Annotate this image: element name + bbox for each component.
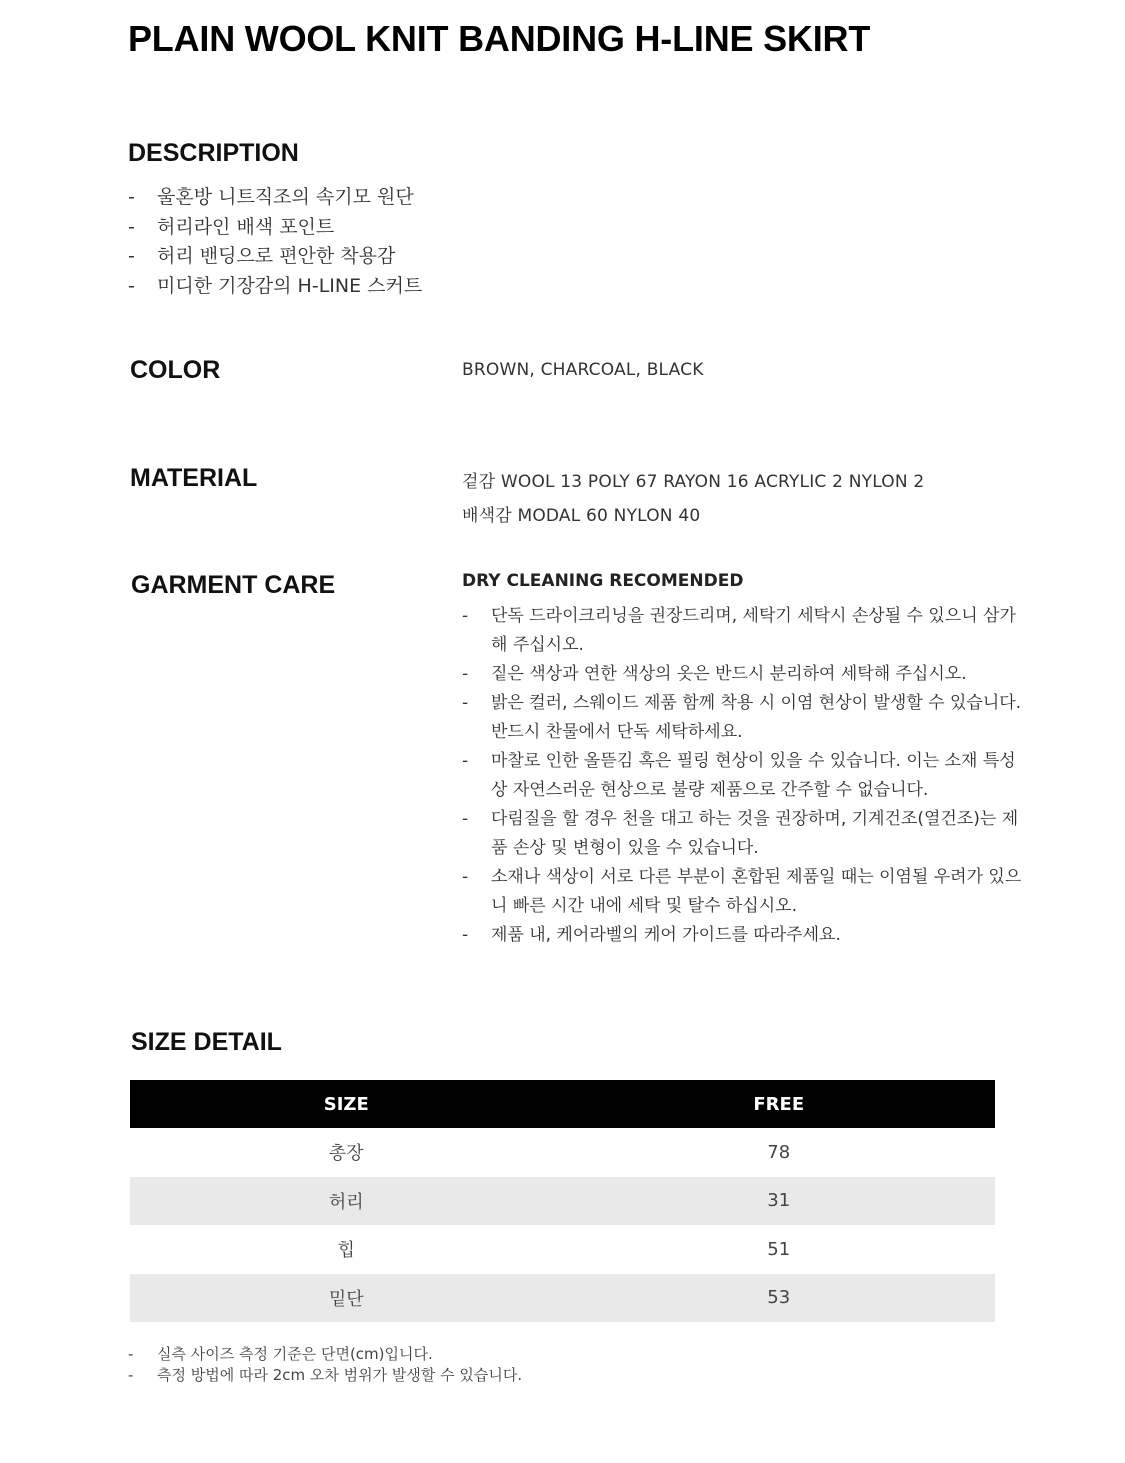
care-subheading: DRY CLEANING RECOMENDED (462, 571, 744, 591)
care-item (462, 863, 1022, 921)
bullet-dash: - (462, 664, 469, 684)
material-line-accent: 배색감 MODAL 60 NYLON 40 (462, 506, 701, 526)
size-value-cell: 51 (767, 1238, 791, 1260)
care-item-text: 제품 내, 케어라벨의 케어 가이드를 따라주세요. (491, 925, 841, 945)
care-item (462, 805, 1022, 863)
color-heading: COLOR (130, 356, 221, 384)
care-item-text: 밝은 컬러, 스웨이드 제품 함께 착용 시 이염 현상이 발생할 수 있습니다. 반드시 찬물에서 단독 세탁하세요. (491, 693, 1022, 742)
care-item-text: 단독 드라이크리닝을 권장드리며, 세탁기 세탁시 손상될 수 있으니 삼가해 주십시오. (491, 606, 1016, 655)
table-row (130, 1128, 995, 1177)
care-item-text: 다림질을 할 경우 천을 대고 하는 것을 권장하며, 기계건조(열건조)는 제품 손상 및 변형이 있을 수 있습니다. (491, 809, 1019, 858)
bullet-dash: - (128, 274, 135, 297)
care-item-text: 마찰로 인한 올뜯김 혹은 필링 현상이 있을 수 있습니다. 이는 소재 특성 상 자연스러운 현상으로 불량 제품으로 간주할 수 없습니다. (491, 751, 1016, 800)
size-label-cell: 밑단 (130, 1274, 563, 1323)
size-table (130, 1080, 995, 1322)
size-note-text: 실측 사이즈 측정 기준은 단면(cm)입니다. (157, 1345, 433, 1363)
product-title: PLAIN WOOL KNIT BANDING H-LINE SKIRT (128, 18, 871, 59)
size-note-text: 측정 방법에 따라 2cm 오차 범위가 발생할 수 있습니다. (157, 1366, 523, 1384)
size-label-cell: 허리 (130, 1177, 563, 1226)
description-heading: DESCRIPTION (128, 139, 299, 167)
size-note (128, 1365, 522, 1386)
material-heading: MATERIAL (130, 464, 258, 492)
bullet-dash: - (462, 693, 469, 713)
bullet-dash: - (128, 186, 135, 208)
bullet-dash: - (462, 606, 469, 626)
size-label-cell: 힙 (337, 1240, 355, 1262)
bullet-dash: - (462, 925, 469, 945)
color-value: BROWN, CHARCOAL, BLACK (462, 360, 704, 380)
material-line-outer: 겉감 WOOL 13 POLY 67 RAYON 16 ACRYLIC 2 NYLON 2 (462, 472, 925, 492)
description-item-text: 허리 밴딩으로 편안한 착용감 (157, 245, 396, 267)
description-item (128, 183, 422, 213)
care-item (462, 689, 1022, 747)
size-notes (128, 1344, 522, 1386)
care-item (462, 602, 1022, 660)
table-row (130, 1225, 995, 1274)
description-item (128, 213, 422, 243)
bullet-dash: - (128, 1345, 134, 1363)
bullet-dash: - (462, 867, 469, 887)
description-item-text: 울혼방 니트직조의 속기모 원단 (157, 186, 414, 208)
description-item-text: 허리라인 배색 포인트 (157, 215, 335, 238)
bullet-dash: - (462, 809, 469, 829)
size-note (128, 1344, 522, 1365)
bullet-dash: - (128, 245, 135, 267)
care-item-text: 소재나 색상이 서로 다른 부분이 혼합된 제품일 때는 이염될 우려가 있으니 빠른 시간 내에 세탁 및 탈수 하십시오. (491, 867, 1022, 916)
bullet-dash: - (128, 215, 135, 238)
bullet-dash: - (462, 751, 469, 771)
description-item (128, 242, 422, 272)
care-item (462, 921, 1022, 950)
care-list (462, 602, 1022, 950)
description-list (128, 183, 422, 301)
bullet-dash: - (128, 1366, 134, 1384)
table-row (130, 1177, 995, 1226)
size-value-cell: 78 (767, 1141, 791, 1163)
size-table-header-row (130, 1080, 995, 1128)
description-item-text: 미디한 기장감의 H-LINE 스커트 (157, 274, 423, 297)
description-item (128, 272, 422, 302)
size-column-header: SIZE (130, 1080, 563, 1128)
care-item-text: 짙은 색상과 연한 색상의 옷은 반드시 분리하여 세탁해 주십시오. (491, 664, 967, 684)
size-value-cell: 31 (563, 1177, 996, 1226)
care-item (462, 660, 1022, 689)
size-detail-heading: SIZE DETAIL (131, 1028, 282, 1056)
free-column-header: FREE (563, 1080, 996, 1128)
garment-care-heading: GARMENT CARE (131, 571, 336, 599)
table-row (130, 1274, 995, 1323)
size-label-cell: 총장 (328, 1143, 364, 1165)
size-value-cell: 53 (563, 1274, 996, 1323)
care-item (462, 747, 1022, 805)
